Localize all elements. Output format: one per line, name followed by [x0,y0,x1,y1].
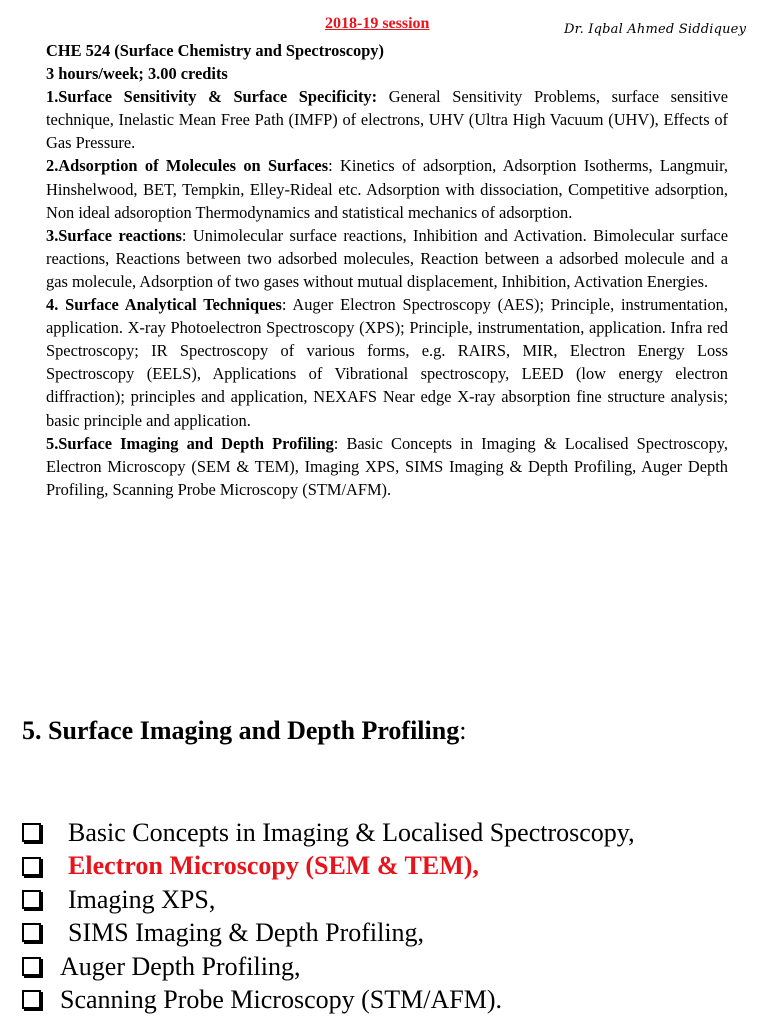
course-credits: 3 hours/week; 3.00 credits [46,64,228,84]
topic-heading: 4. Surface Analytical Techniques [46,295,282,315]
course-syllabus [46,39,728,501]
topic-text: General Sensitivity Problems, surface sensitive technique, Inelastic Mean Free Path (IMFP) of electrons, UHV (Ultra High Vacuum (UHV), Effects of Gas Pressure. [46,87,728,153]
list-item [22,883,635,916]
author-signature: Dr. Iqbal Ahmed Siddiquey [564,22,747,37]
list-item [22,916,635,949]
topic-3 [46,224,728,293]
bullet-text: Imaging XPS, [68,884,216,914]
session-label: 2018-19 session [325,15,430,32]
topic-heading: 1.Surface Sensitivity & Surface Specificity: [46,87,378,107]
topic-text: : Kinetics of adsorption, Adsorption Isotherms, Langmuir, Hinshelwood, BET, Tempkin, Elley-Rideal etc. Adsorption with dissociation, Competitive adsorption, Non ideal adsoroption Thermodynamics and statistical mechanics of adsorption. [46,156,728,222]
topic-heading: 2.Adsorption of Molecules on Surfaces [46,156,329,176]
slide-title-colon: : [459,716,467,745]
list-item [22,950,635,983]
topic-2 [46,154,728,223]
bullet-text: Auger Depth Profiling, [60,951,301,981]
bullet-list [22,816,635,1016]
checkbox-bullet-icon [22,990,41,1009]
checkbox-bullet-icon [22,890,41,909]
topic-heading: 3.Surface reactions [46,225,182,245]
checkbox-bullet-icon [22,857,41,876]
topic-text: : Auger Electron Spectroscopy (AES); Principle, instrumentation, application. X-ray Photoelectron Spectroscopy (XPS); Principle, instrumentation, application. Infra red Spectroscopy; IR Spectroscopy of various forms, e.g. RAIRS, MIR, Electron Energy Loss Spectroscopy (EELS), Applications of Vibrational spectroscopy, LEED (low energy electron diffraction); principles and application, NEXAFS Near edge X-ray absorption fine structure analysis; basic principle and application. [46,295,728,430]
checkbox-bullet-icon [22,823,41,842]
slide-title-text: 5. Surface Imaging and Depth Profiling [22,716,460,745]
list-item [22,983,635,1016]
course-title: CHE 524 (Surface Chemistry and Spectroscopy) [46,41,384,60]
bullet-text: Electron Microscopy (SEM & TEM), [68,851,479,881]
checkbox-bullet-icon [22,923,41,942]
checkbox-bullet-icon [22,957,41,976]
topic-text: : Unimolecular surface reactions, Inhibition and Activation. Bimolecular surface reactions, Reactions between two adsorbed molecules, Reaction between a adsorbed molecule and a gas molecule, Adsorption of two gases without mutual displacement, Inhibition, Activation Energies. [46,225,728,291]
list-item-highlighted [22,849,635,882]
topic-1 [46,85,728,154]
slide-title [22,716,466,746]
topic-heading: 5.Surface Imaging and Depth Profiling [46,433,334,453]
topic-text: : Basic Concepts in Imaging & Localised Spectroscopy, Electron Microscopy (SEM & TEM), Imaging XPS, SIMS Imaging & Depth Profiling, Auger Depth Profiling, Scanning Probe Microscopy (STM/AFM). [46,433,729,499]
bullet-text: SIMS Imaging & Depth Profiling, [68,918,425,948]
list-item [22,816,635,849]
bullet-text: Basic Concepts in Imaging & Localised Spectroscopy, [68,818,635,847]
bullet-text: Scanning Probe Microscopy (STM/AFM). [60,985,502,1015]
topic-5 [46,432,728,501]
topic-4 [46,293,728,432]
